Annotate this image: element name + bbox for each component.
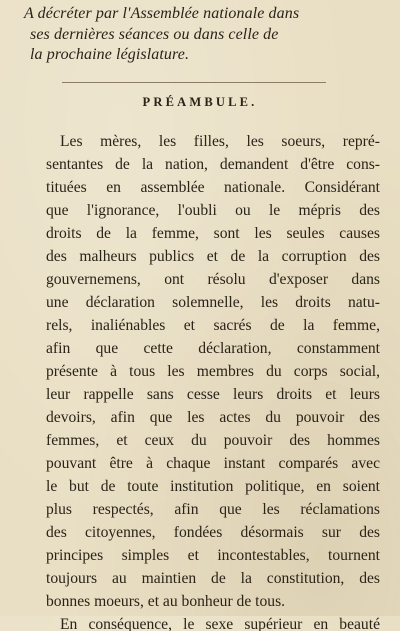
text-line: que l'ignorance, l'oubli ou le mépris des [46, 202, 380, 219]
text-line: Les mères, les filles, les soeurs, repré- [60, 133, 380, 150]
text-line: présente à tous les membres du corps social, [46, 363, 380, 380]
section-divider [62, 82, 326, 83]
decree-heading [24, 4, 392, 66]
heading-line: la prochaine législature. [30, 46, 190, 63]
preamble-text [46, 130, 380, 631]
heading-line: A décréter par l'Assemblée nationale dans [24, 5, 300, 22]
text-line: des citoyennes, fondées désormais sur des [46, 524, 380, 541]
text-line: femmes, et ceux du pouvoir des hommes [46, 432, 380, 449]
text-line: leur rappelle sans cesse leurs droits et leurs [46, 386, 380, 403]
text-line: pouvant être à chaque instant comparés avec [46, 455, 380, 472]
text-line: plus respectés, afin que les réclamations [46, 501, 380, 518]
text-line: toujours au maintien de la constitution, des [46, 570, 380, 587]
text-line: des malheurs publics et de la corruption des [46, 248, 380, 265]
text-line: le but de toute institution politique, en soient [46, 478, 380, 495]
text-line: sentantes de la nation, demandent d'être cons- [46, 156, 380, 173]
text-line: une déclaration solemnelle, les droits natu- [46, 294, 380, 311]
text-line: principes simples et incontestables, tournent [46, 547, 380, 564]
heading-line: ses dernières séances ou dans celle de [30, 25, 279, 43]
text-line: bonnes moeurs, et au bonheur de tous. [46, 593, 286, 610]
text-line: devoirs, afin que les actes du pouvoir des [46, 409, 380, 426]
text-line: afin que cette déclaration, constamment [46, 340, 380, 357]
text-line: tituées en assemblée nationale. Considérant [46, 179, 380, 196]
text-line: En conséquence, le sexe supérieur en beauté [60, 616, 380, 631]
text-line: gouvernemens, ont résolu d'exposer dans [46, 271, 380, 288]
text-line: droits de la femme, sont les seules causes [46, 225, 380, 242]
section-title: PRÉAMBULE. [142, 95, 258, 109]
text-line: rels, inaliénables et sacrés de la femme, [46, 317, 380, 334]
